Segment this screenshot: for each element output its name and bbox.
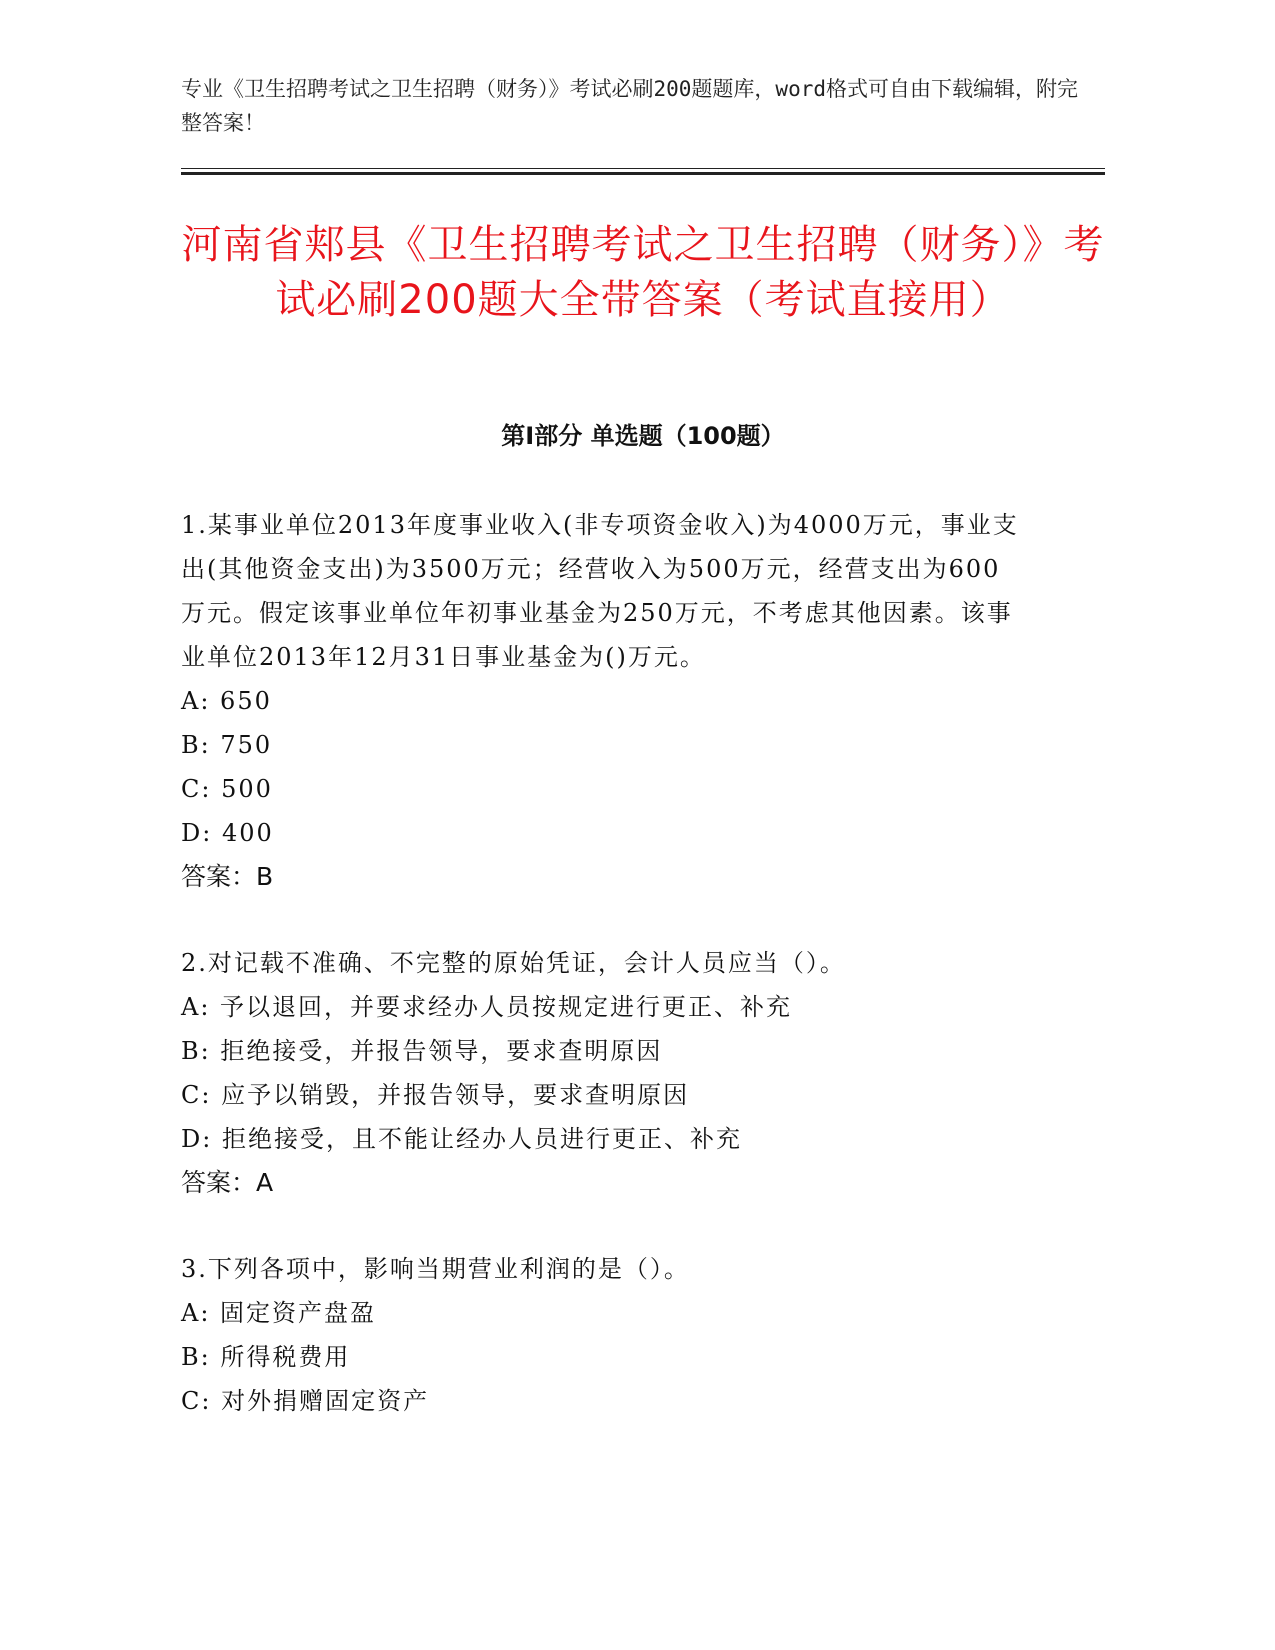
answer: 答案：B bbox=[181, 862, 274, 891]
header-rule-thick bbox=[181, 172, 1105, 175]
answer: 答案：A bbox=[181, 1168, 274, 1197]
section-title: 第I部分 单选题（100题） bbox=[501, 422, 785, 450]
question-stem: 3.下列各项中，影响当期营业利润的是（）。 bbox=[181, 1255, 690, 1283]
option-b: B: 所得税费用 bbox=[181, 1343, 351, 1371]
header-note: 专业《卫生招聘考试之卫生招聘（财务）》考试必刷200题题库，word格式可自由下载编辑，附完整答案！ bbox=[181, 77, 1078, 135]
option-a: A: 固定资产盘盈 bbox=[181, 1299, 377, 1327]
question-2 bbox=[181, 941, 1031, 1205]
option-b: B: 拒绝接受，并报告领导，要求查明原因 bbox=[181, 1037, 663, 1065]
option-c: C: 应予以销毁，并报告领导，要求查明原因 bbox=[181, 1081, 690, 1109]
option-c: C: 500 bbox=[181, 775, 273, 803]
question-stem: 1.某事业单位2013年度事业收入(非专项资金收入)为4000万元，事业支出(其他资金支出)为3500万元；经营收入为500万元，经营支出为600万元。假定该事业单位年初事业基金为250万元，不考虑其他因素。该事业单位2013年12月31日事业基金为()万元。 bbox=[181, 511, 1019, 671]
question-stem: 2.对记载不准确、不完整的原始凭证，会计人员应当（）。 bbox=[181, 949, 846, 977]
option-a: A: 650 bbox=[181, 687, 272, 715]
option-d: D: 400 bbox=[181, 819, 274, 847]
option-b: B: 750 bbox=[181, 731, 273, 759]
option-c: C: 对外捐赠固定资产 bbox=[181, 1387, 430, 1415]
question-1 bbox=[181, 503, 1031, 899]
question-list bbox=[181, 503, 1031, 1465]
document-title: 河南省郏县《卫生招聘考试之卫生招聘（财务）》考试必刷200题大全带答案（考试直接用） bbox=[181, 222, 1105, 323]
header-rule-thin bbox=[181, 168, 1105, 169]
question-3 bbox=[181, 1247, 1031, 1423]
option-d: D: 拒绝接受，且不能让经办人员进行更正、补充 bbox=[181, 1125, 742, 1153]
option-a: A: 予以退回，并要求经办人员按规定进行更正、补充 bbox=[181, 993, 793, 1021]
